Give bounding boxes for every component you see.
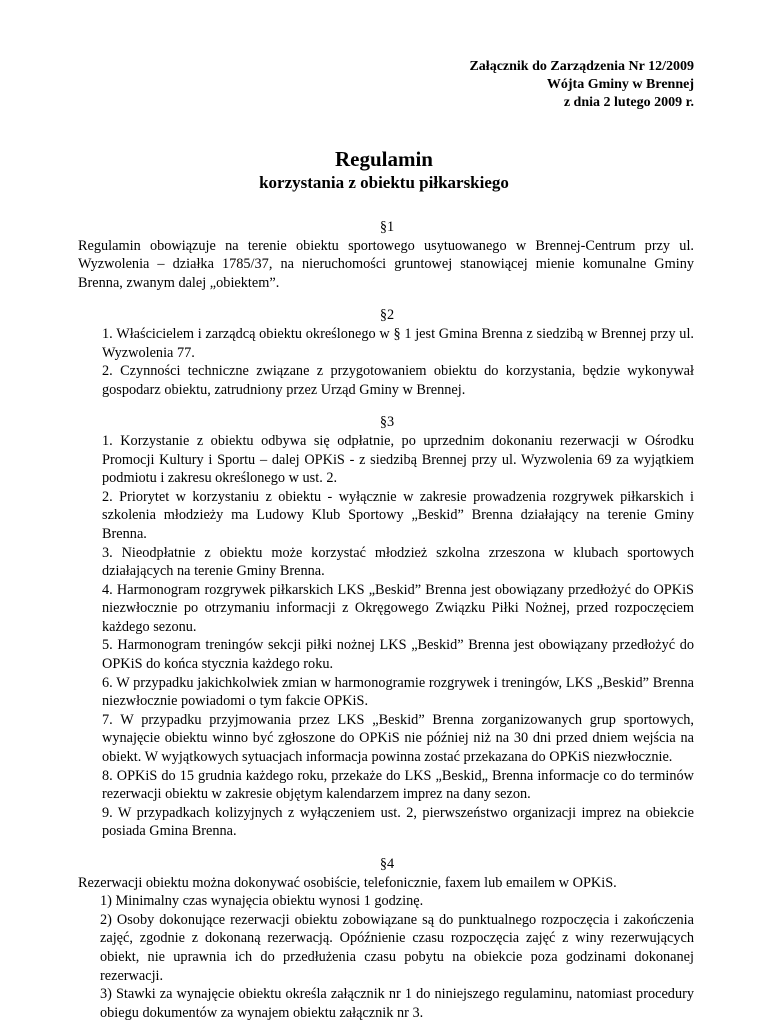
section-2-item: 1. Właścicielem i zarządcą obiektu określonego w § 1 jest Gmina Brenna z siedzibą w Brennej przy ul. Wyzwolenia 77. [102, 325, 694, 361]
annex-header [374, 58, 694, 112]
section-2-heading: §2 [379, 307, 395, 324]
section-4-list [80, 892, 694, 1022]
annex-line-1: Załącznik do Zarządzenia Nr 12/2009 [469, 59, 694, 74]
section-4-item: 3) Stawki za wynajęcie obiektu określa załącznik nr 1 do niniejszego regulaminu, natomiast procedury obiegu dokumentów za wynajem obiektu załącznik nr 3. [100, 986, 694, 1021]
annex-line-2: Wójta Gminy w Brennej [546, 77, 694, 92]
section-3-item: 4. Harmonogram rozgrywek piłkarskich LKS „Beskid” Brenna jest obowiązany przedłożyć do OPKiS niezwłocznie po otrzymaniu informacji z Okręgowego Związku Piłki Nożnej, przed rozpoczęciem każdego sezonu. [102, 581, 694, 635]
document-subtitle: korzystania z obiektu piłkarskiego [259, 173, 509, 192]
section-4-item: 1) Minimalny czas wynajęcia obiektu wynosi 1 godzinę. [100, 893, 424, 910]
section-1-text: Regulamin obowiązuje na terenie obiektu sportowego usytuowanego w Brennej-Centrum przy ul. Wyzwolenia – działka 1785/37, na nieruchomości gruntowej stanowiącej mienie komunalne Gminy Brenna, zwanym dalej „obiektem”. [78, 237, 694, 291]
section-3-item: 7. W przypadku przyjmowania przez LKS „Beskid” Brenna zorganizowanych grup sportowych, wynajęcie obiektu winno być zgłoszone do OPKiS nie później niż na 30 dni przed dniem wejścia na obiekt. W wyjątkowych sytuacjach informacja powinna zostać przekazana do OPKiS niezwłocznie. [102, 711, 694, 766]
section-3-item: 9. W przypadkach kolizyjnych z wyłączeniem ust. 2, pierwszeństwo organizacji imprez na obiekcie posiada Gmina Brenna. [102, 804, 694, 840]
section-3-item: 1. Korzystanie z obiektu odbywa się odpłatnie, po uprzednim dokonaniu rezerwacji w Ośrodku Promocji Kultury i Sportu – dalej OPKiS - z siedzibą Brennej przy ul. Wyzwolenia 69 za wyjątkiem podmiotu i zakresu określonego w ust. 2. [102, 432, 694, 487]
document-body [80, 218, 694, 1022]
section-3-item: 6. W przypadku jakichkolwiek zmian w harmonogramie rozgrywek i treningów, LKS „Beskid” Brenna niezwłocznie powiadomi o tym fakcie OPKiS. [102, 674, 694, 710]
section-3-item: 3. Nieodpłatnie z obiektu może korzystać młodzież szkolna zrzeszona w klubach sportowych działających na terenie Gminy Brenna. [102, 544, 694, 580]
section-4-intro: Rezerwacji obiektu można dokonywać osobiście, telefonicznie, faxem lub emailem w OPKiS. [78, 874, 617, 891]
section-4-item: 2) Osoby dokonujące rezerwacji obiektu zobowiązane są do punktualnego rozpoczęcia i zakończenia zajęć, zgodnie z dokonaną rezerwacją. Opóźnienie czasu rozpoczęcia zajęć z winy rezerwujących obiekt, nie uprawnia ich do przedłużenia czasu pobytu na obiekcie poza godzinami dokonanej rezerwacji. [100, 911, 694, 984]
section-4-heading: §4 [379, 856, 395, 872]
section-1-heading: §1 [379, 219, 395, 235]
section-3-heading: §3 [379, 414, 395, 431]
section-3-list [80, 432, 694, 841]
annex-line-3: z dnia 2 lutego 2009 r. [563, 95, 694, 110]
section-2-list [80, 325, 694, 399]
section-3-item: 8. OPKiS do 15 grudnia każdego roku, przekaże do LKS „Beskid„ Brenna informacje co do terminów rezerwacji obiektu w zakresie objętym kalendarzem imprez na dany sezon. [102, 767, 694, 803]
section-3-item: 5. Harmonogram treningów sekcji piłki nożnej LKS „Beskid” Brenna jest obowiązany przedłożyć do OPKiS do końca stycznia każdego roku. [102, 637, 694, 673]
document-title: Regulamin [334, 147, 433, 171]
section-3-item: 2. Priorytet w korzystaniu z obiektu - wyłącznie w zakresie prowadzenia rozgrywek piłkarskich i szkolenia młodzieży ma Ludowy Klub Sportowy „Beskid” Brenna działający na terenie Gminy Brenna. [102, 488, 694, 542]
section-2-item: 2. Czynności techniczne związane z przygotowaniem obiektu do korzystania, będzie wykonywał gospodarz obiektu, zatrudniony przez Urząd Gminy w Brennej. [102, 363, 694, 398]
